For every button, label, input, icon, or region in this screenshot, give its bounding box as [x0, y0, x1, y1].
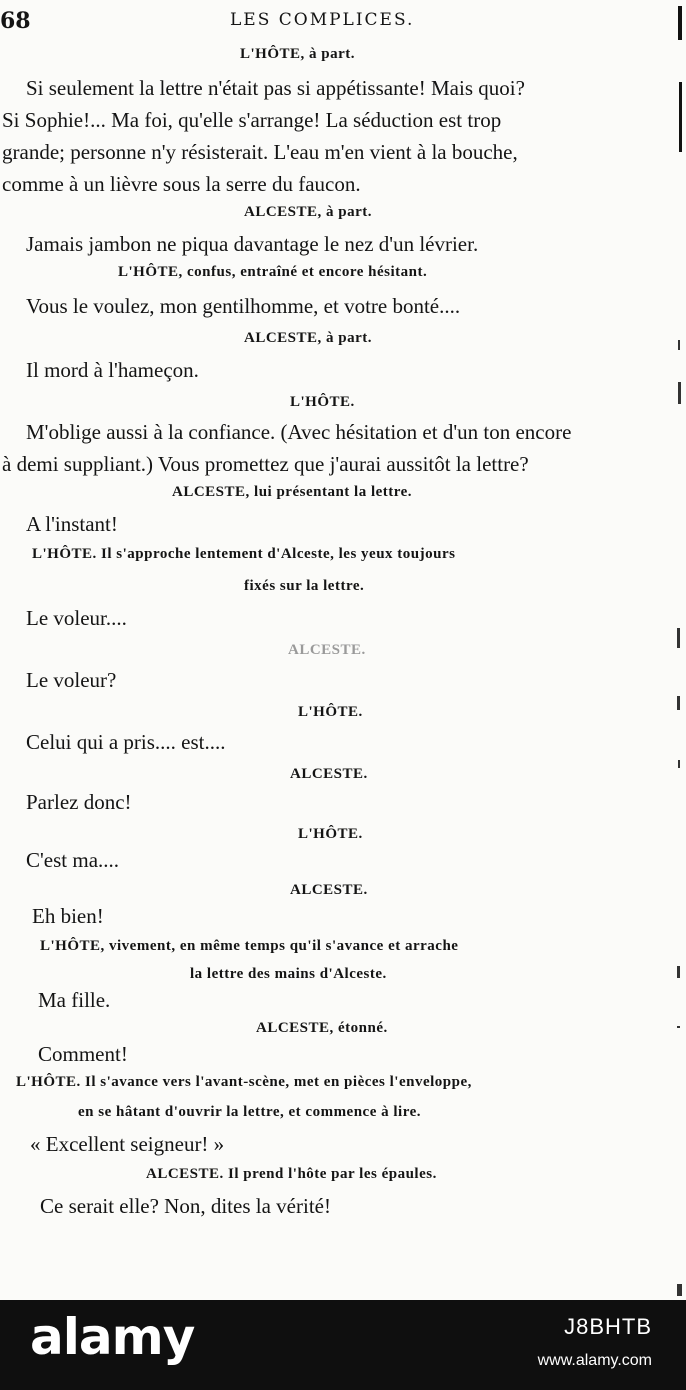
dialogue-line: Celui qui a pris.... est....: [26, 730, 226, 754]
dialogue-line: A l'instant!: [26, 512, 118, 536]
speaker-line: L'HÔTE, confus, entraîné et encore hésitant.: [118, 264, 428, 280]
speaker-line: ALCESTE, à part.: [244, 330, 373, 346]
speaker-line: ALCESTE.: [290, 766, 368, 782]
speaker-line: L'HÔTE.: [290, 394, 355, 410]
speaker-line: ALCESTE. Il prend l'hôte par les épaules.: [146, 1166, 437, 1182]
dialogue-line: Ma fille.: [38, 988, 111, 1012]
page-speck: [677, 628, 680, 648]
image-code: J8BHTB: [564, 1314, 652, 1339]
page-speck: [678, 340, 680, 350]
speaker-line: ALCESTE, lui présentant la lettre.: [172, 484, 413, 500]
dialogue-line: Vous le voulez, mon gentilhomme, et votre bonté....: [26, 294, 461, 318]
dialogue-line: à demi suppliant.) Vous promettez que j'aurai aussitôt la lettre?: [2, 452, 529, 476]
dialogue-line: Le voleur....: [26, 606, 127, 630]
speaker-line: L'HÔTE.: [298, 704, 363, 720]
dialogue-line: Jamais jambon ne piqua davantage le nez d'un lévrier.: [26, 232, 479, 256]
speaker-line: ALCESTE, étonné.: [256, 1020, 388, 1036]
dialogue-line: Si Sophie!... Ma foi, qu'elle s'arrange! La séduction est trop: [2, 108, 502, 132]
page-speck: [677, 1026, 680, 1028]
dialogue-line: Comment!: [38, 1042, 128, 1066]
dialogue-line: Parlez donc!: [26, 790, 132, 814]
alamy-logo: alamy: [30, 1308, 195, 1366]
speaker-line: ALCESTE.: [290, 882, 368, 898]
speaker-line: fixés sur la lettre.: [244, 578, 365, 594]
dialogue-line: Eh bien!: [32, 904, 104, 928]
dialogue-line: Il mord à l'hameçon.: [26, 358, 199, 382]
speaker-line: L'HÔTE.: [298, 826, 363, 842]
watermark-url: www.alamy.com: [537, 1352, 652, 1369]
dialogue-line: grande; personne n'y résisterait. L'eau m'en vient à la bouche,: [2, 140, 518, 164]
page-speck: [677, 696, 680, 710]
dialogue-line: C'est ma....: [26, 848, 120, 872]
running-title: LES COMPLICES.: [230, 10, 415, 30]
page-speck: [677, 1284, 682, 1296]
speaker-line: ALCESTE, à part.: [244, 204, 373, 220]
page-number: 68: [0, 8, 31, 34]
page-edge-mark: [678, 6, 682, 40]
watermark-banner: [0, 1300, 686, 1390]
speaker-line: L'HÔTE. Il s'avance vers l'avant-scène, met en pièces l'enveloppe,: [16, 1074, 472, 1090]
speaker-line: en se hâtant d'ouvrir la lettre, et commence à lire.: [78, 1104, 422, 1120]
page-speck: [678, 760, 680, 768]
page-speck: [677, 966, 680, 978]
speaker-line: ALCESTE.: [288, 642, 366, 658]
dialogue-line: M'oblige aussi à la confiance. (Avec hésitation et d'un ton encore: [26, 420, 572, 444]
speaker-line: la lettre des mains d'Alceste.: [190, 966, 387, 982]
page-speck: [678, 382, 681, 404]
page-edge-mark: [679, 82, 682, 152]
speaker-line: L'HÔTE. Il s'approche lentement d'Alceste, les yeux toujours: [32, 546, 456, 562]
dialogue-line: Ce serait elle? Non, dites la vérité!: [40, 1194, 331, 1218]
dialogue-line: Si seulement la lettre n'était pas si appétissante! Mais quoi?: [26, 76, 525, 100]
page-header: [0, 6, 686, 36]
speaker-line: L'HÔTE, vivement, en même temps qu'il s'avance et arrache: [40, 938, 459, 954]
dialogue-line: comme à un lièvre sous la serre du faucon.: [2, 172, 361, 196]
dialogue-line: « Excellent seigneur! »: [30, 1132, 225, 1156]
speaker-line: L'HÔTE, à part.: [240, 46, 356, 62]
dialogue-line: Le voleur?: [26, 668, 117, 692]
